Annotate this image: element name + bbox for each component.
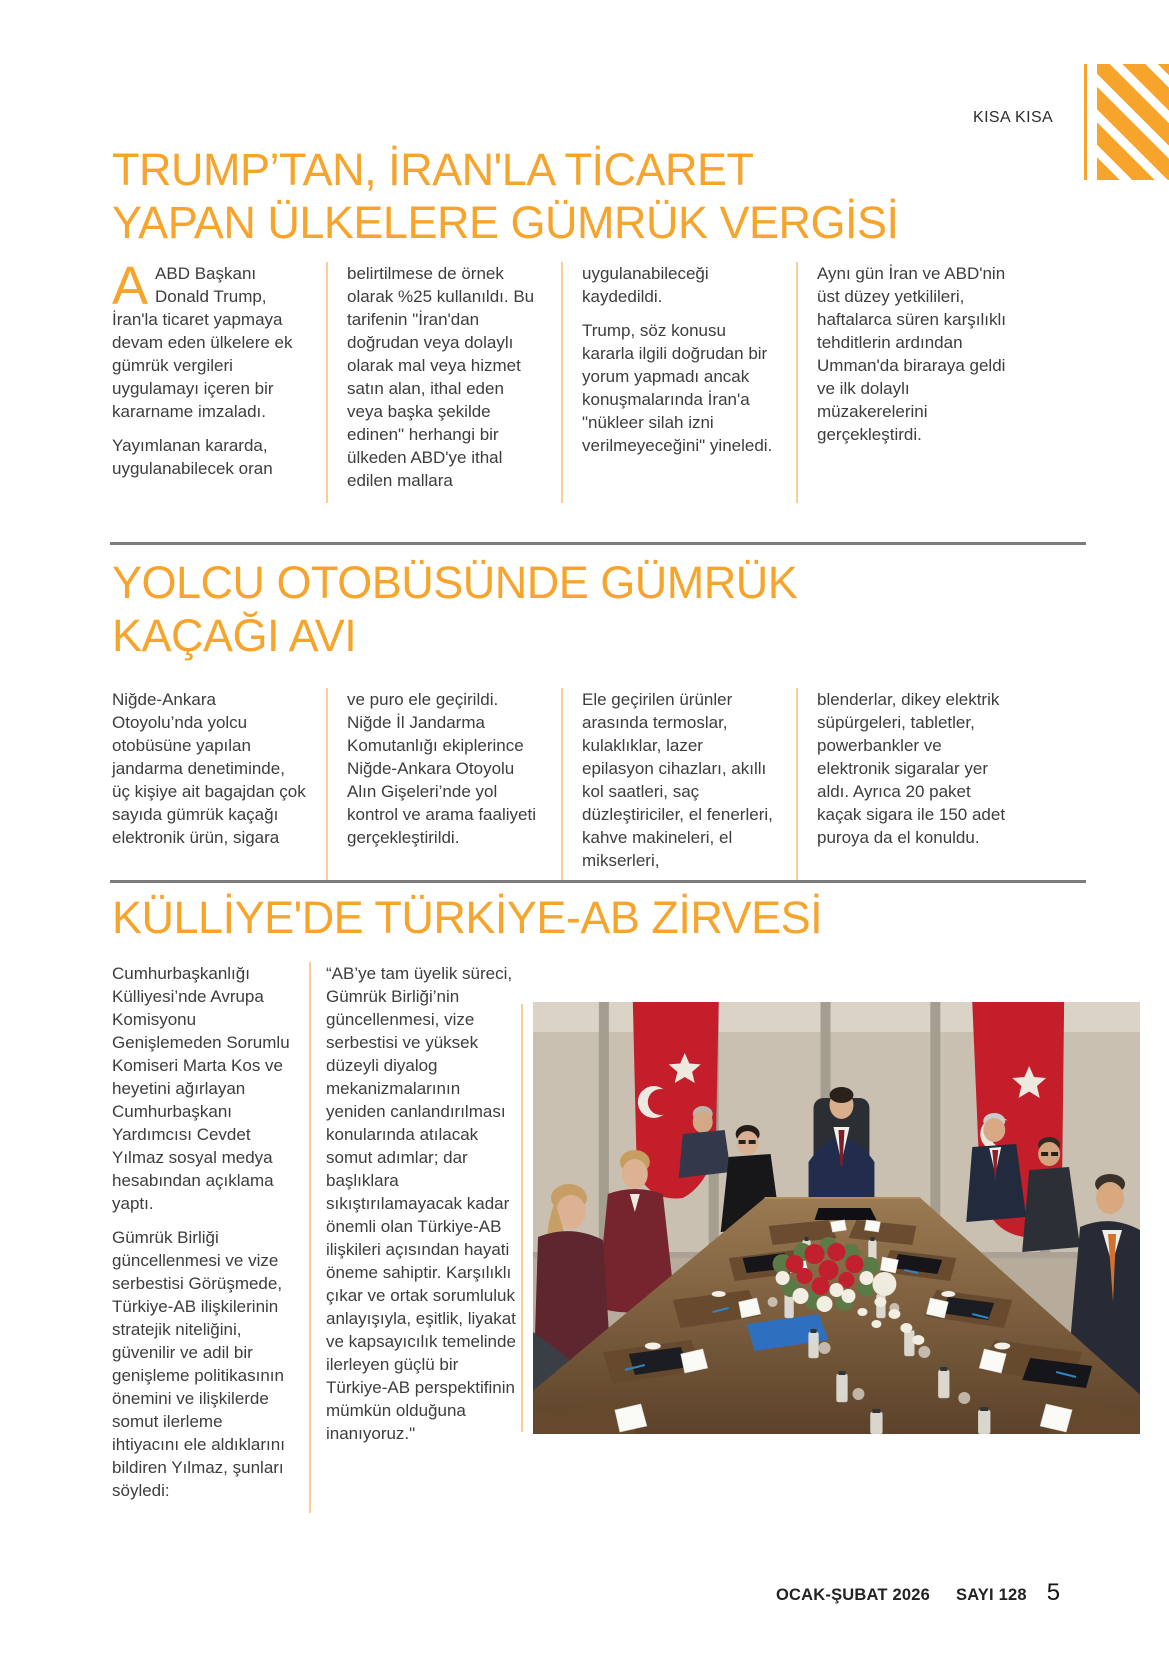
page-footer [776, 1579, 1060, 1607]
section-kicker: KISA KISA [973, 109, 1054, 126]
paragraph: ve puro ele geçirildi. Niğde İl Jandarma Komutanlığı ekiplerince Niğde-Ankara Otoyolu Alın Gişeleri’nde yol kontrol ve arama faaliyeti gerçekleştirildi. [347, 690, 536, 847]
paragraph: Gümrük Birliği güncellenmesi ve vize serbestisi Görüşmede, Türkiye-AB ilişkilerinin stratejik niteliğini, güvenilir ve adil bir genişleme politikasının önemini ve ilişkilerde somut ilerleme ihtiyacını ele aldıklarını bildiren Yılmaz, şunları söyledi: [112, 1228, 285, 1500]
article-column [582, 688, 777, 883]
column-separator [326, 262, 328, 503]
article-column [112, 688, 307, 883]
article2-columns [112, 688, 1012, 883]
title-line: TRUMP’TAN, İRAN'LA TİCARET [112, 144, 754, 195]
title-line: KÜLLİYE'DE TÜRKİYE-AB ZİRVESİ [112, 892, 823, 943]
article3-columns [112, 962, 518, 1513]
paragraph: “AB’ye tam üyelik süreci, Gümrük Birliği’nin güncellenmesi, vize serbestisi ve yüksek düzeyli diyalog mekanizmalarının yeniden canlandırılması konularında atılacak somut adımlar; dar başlıklara sıkıştırılamayacak kadar önemli olan Türkiye-AB ilişkileri açısından hayati öneme sahiptir. Karşılıklı çıkar ve ortak sorumluluk anlayışıyla, eşitlik, liyakat ve kapsayıcılık temelinde ilerleyen güçlü bir Türkiye-AB perspektifinin mümkün olduğuna inanıyoruz." [326, 964, 516, 1443]
photo-separator-line [521, 1004, 523, 1432]
footer-issue-number: SAYI 128 [955, 1586, 1027, 1604]
paragraph: Trump, söz konusu kararla ilgili doğrudan bir yorum yapmadı ancak konuşmalarında İran'a "nükleer silah izni verilmeyeceğini" yineledi. [582, 321, 773, 455]
column-separator [796, 688, 798, 883]
article1-title [112, 143, 899, 249]
section-divider [110, 542, 1086, 545]
paragraph: Cumhurbaşkanlığı Külliyesi’nde Avrupa Komisyonu Genişlemeden Sorumlu Komiseri Marta Kos ve heyetini ağırlayan Cumhurbaşkanı Yardımcısı Cevdet Yılmaz sosyal medya hesabından açıklama yaptı. [112, 964, 290, 1213]
corner-stripes-graphic [1097, 64, 1169, 180]
paragraph: belirtilmese de örnek olarak %25 kullanıldı. Bu tarifenin "İran'dan doğrudan veya dolaylı olarak mal veya hizmet satın alan, ithal eden veya başka şekilde edinen" herhangi bir ülkeden ABD'ye ithal edilen mallara [347, 264, 535, 490]
column-separator [561, 688, 563, 883]
page-number: 5 [1046, 1579, 1061, 1606]
column-separator [326, 688, 328, 883]
paragraph: Yayımlanan kararda, uygulanabilecek oran [112, 436, 273, 478]
column-separator [561, 262, 563, 503]
article-column [817, 262, 1012, 503]
article-column [817, 688, 1012, 883]
title-line: YOLCU OTOBÜSÜNDE GÜMRÜK [112, 557, 798, 608]
corner-accent-line [1084, 64, 1087, 180]
column-separator [796, 262, 798, 503]
article2-title [112, 556, 797, 662]
title-line: YAPAN ÜLKELERE GÜMRÜK VERGİSİ [112, 197, 899, 248]
paragraph [112, 256, 307, 423]
article-column [347, 688, 542, 883]
drop-cap: A [112, 256, 149, 316]
article-column [112, 962, 294, 1513]
article-column [347, 262, 542, 503]
section-divider [110, 880, 1086, 883]
article3-title [112, 891, 822, 944]
summit-photo-illustration [533, 1002, 1140, 1434]
paragraph: Aynı gün İran ve ABD'nin üst düzey yetkilileri, haftalarca süren karşılıklı tehditlerin ardından Umman'da biraraya geldi ve ilk dolaylı müzakerelerini gerçekleştirdi. [817, 264, 1006, 444]
title-line: KAÇAĞI AVI [112, 610, 357, 661]
center-figure [809, 1087, 875, 1208]
column-separator [309, 962, 311, 1513]
paragraph: Niğde-Ankara Otoyolu’nda yolcu otobüsüne yapılan jandarma denetiminde, üç kişiye ait bagajdan çok sayıda gümrük kaçağı elektronik ürün, sigara [112, 690, 306, 847]
summit-photo [533, 1002, 1140, 1434]
article1-columns [112, 256, 1012, 503]
paragraph-text: ABD Başkanı Donald Trump, İran'la ticaret yapmaya devam eden ülkelere ek gümrük vergileri uygulamayı içeren bir kararname imzaladı. [112, 264, 293, 421]
paragraph: blenderlar, dikey elektrik süpürgeleri, tabletler, powerbankler ve elektronik sigaralar yer aldı. Ayrıca 20 paket kaçak sigara ile 150 adet puroya da el konuldu. [817, 690, 1006, 847]
article-column [582, 262, 777, 503]
footer-issue-date: OCAK-ŞUBAT 2026 [776, 1586, 930, 1604]
article-column [112, 256, 307, 503]
paragraph: uygulanabileceği kaydedildi. [582, 264, 709, 306]
article-column [326, 962, 518, 1513]
paragraph: Ele geçirilen ürünler arasında termoslar, kulaklıklar, lazer epilasyon cihazları, akıllı kol saatleri, saç düzleştiriciler, el fenerleri, kahve makineleri, el mikserleri, [582, 690, 773, 870]
